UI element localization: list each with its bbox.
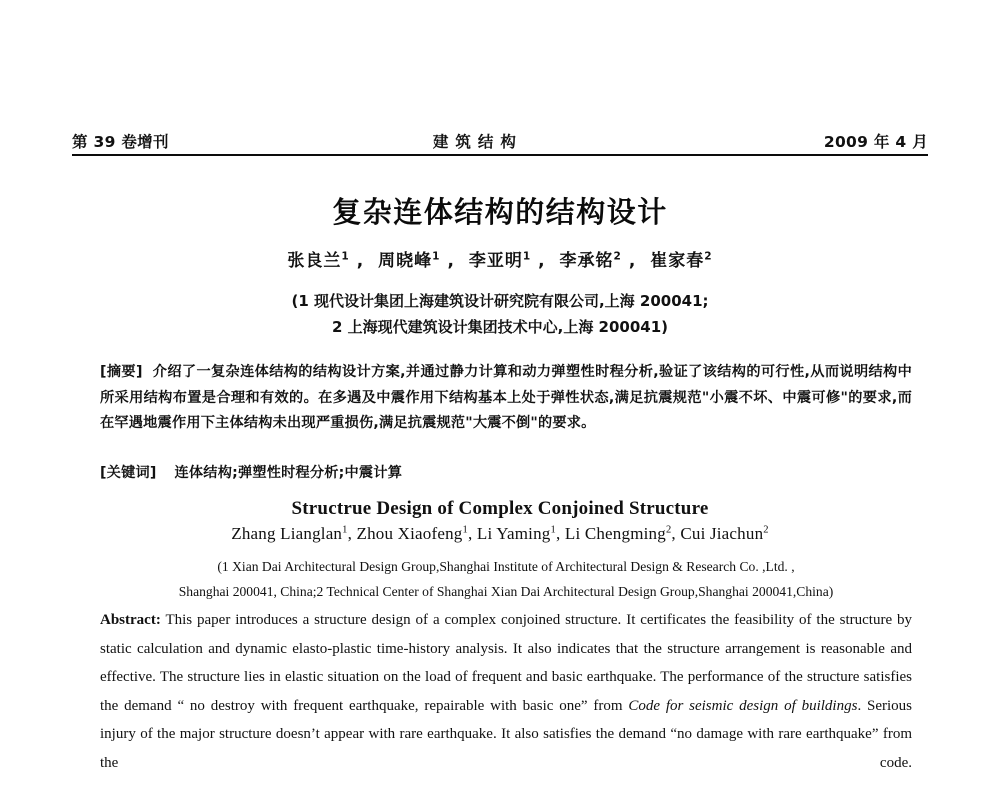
abstract-cn — [100, 360, 912, 437]
author-affil-superscript: 2 — [613, 250, 622, 263]
affiliation-block-en — [100, 554, 912, 604]
author-affil-superscript: 2 — [704, 250, 713, 263]
author-affil-superscript: 1 — [462, 524, 468, 536]
author-en: Zhang Lianglan$^1$ — [231, 524, 348, 543]
author-en: Li Chengming$^2$ — [564, 524, 672, 543]
abstract-text-part1-en: This paper introduces a structure design of a complex conjoined structure. It certificates the feasibility of the structure by static calculation and dynamic elasto-plastic time-history analysis. It also indicates that the structure arrangement is reasonable and effective. The structure lies in elastic situation on the load of frequent and basic earthquake. The performance of the structure satisfies the demand “ no destroy with frequent earthquake, repairable with basic one” from — [100, 612, 912, 714]
affiliation-line-cn: (1 现代设计集团上海建筑设计研究院有限公司,上海 200041; — [291, 292, 709, 310]
cited-code-title: Code for seismic design of buildings — [628, 697, 858, 714]
author-affil-superscript: 2 — [665, 524, 672, 536]
author-affil-superscript: 1 — [522, 250, 532, 263]
abstract-en — [100, 606, 912, 806]
author-cn: 张良兰$^1$ — [287, 250, 350, 271]
author-en: Li Yaming$^1$ — [476, 524, 556, 543]
author-cn: 李亚明$^1$ — [468, 250, 532, 271]
affiliation-line-en: (1 Xian Dai Architectural Design Group,Shanghai Institute of Architectural Design & Research Co. ,Ltd. , — [217, 559, 795, 574]
abstract-text-cn: 介绍了一复杂连体结构的结构设计方案,并通过静力计算和动力弹塑性时程分析,验证了该结构的可行性,从而说明结构中所采用结构布置是合理和有效的。在多遇及中震作用下结构基本上处于弹性状态,满足抗震规范"小震不坏、中震可修"的要求,而在罕遇地震作用下主体结构未出现严重损伤,满足抗震规范"大震不倒"的要求。 — [100, 364, 912, 431]
author-list-en: Zhang Lianglan$^1$, Zhou Xiaofeng$^1$, Li Yaming$^1$, Li Chengming$^2$, Cui Jiachun$^2$ — [231, 524, 769, 543]
author-separator: , — [538, 251, 546, 271]
abstract-paragraph-en — [100, 606, 912, 806]
author-cn: 崔家春$^2$ — [650, 250, 713, 271]
author-cn: 李承铭$^2$ — [559, 250, 622, 271]
keywords-text-cn: 连体结构;弹塑性时程分析;中震计算 — [174, 465, 403, 481]
author-affil-superscript: 1 — [432, 250, 441, 263]
abstract-label-cn: [摘要] — [100, 364, 143, 380]
affiliation-block-cn — [0, 288, 1000, 340]
page-title-en: Structrue Design of Complex Conjoined Structure — [291, 498, 709, 519]
issue-date-label: 2009 年 4 月 — [823, 133, 928, 151]
affiliation-line-en: Shanghai 200041, China;2 Technical Center of Shanghai Xian Dai Architectural Design Group,Shanghai 200041,China) — [178, 584, 834, 599]
author-affil-superscript: 2 — [763, 524, 769, 536]
author-en: Zhou Xiaofeng$^1$ — [356, 524, 468, 543]
author-affil-superscript: 1 — [342, 524, 348, 536]
keywords-label-cn: [关键词] — [100, 465, 157, 481]
running-head — [72, 122, 928, 152]
page-title-cn: 复杂连体结构的结构设计 — [332, 195, 668, 229]
abstract-label-en: Abstract: — [100, 612, 161, 628]
header-divider-rule — [72, 154, 928, 156]
affiliation-line-cn: 2 上海现代建筑设计集团技术中心,上海 200041) — [331, 318, 669, 336]
author-separator: , — [628, 251, 637, 271]
author-separator: , — [356, 251, 365, 271]
author-cn: 周晓峰$^1$ — [378, 250, 441, 271]
author-separator: , — [447, 251, 455, 271]
journal-name-label: 建筑结构 — [432, 133, 523, 151]
volume-issue-label: 第 39 卷增刊 — [72, 133, 169, 151]
keywords-cn — [100, 462, 912, 482]
author-en: Cui Jiachun$^2$ — [680, 524, 769, 543]
abstract-text-part2-en: . Serious injury of the major structure doesn’t appear with rare earthquake. It also satisfies the demand “no damage with rare earthquake” from the code. — [100, 697, 913, 771]
author-list-cn — [0, 246, 1000, 271]
author-affil-superscript: 1 — [341, 250, 350, 263]
author-affil-superscript: 1 — [550, 524, 556, 536]
